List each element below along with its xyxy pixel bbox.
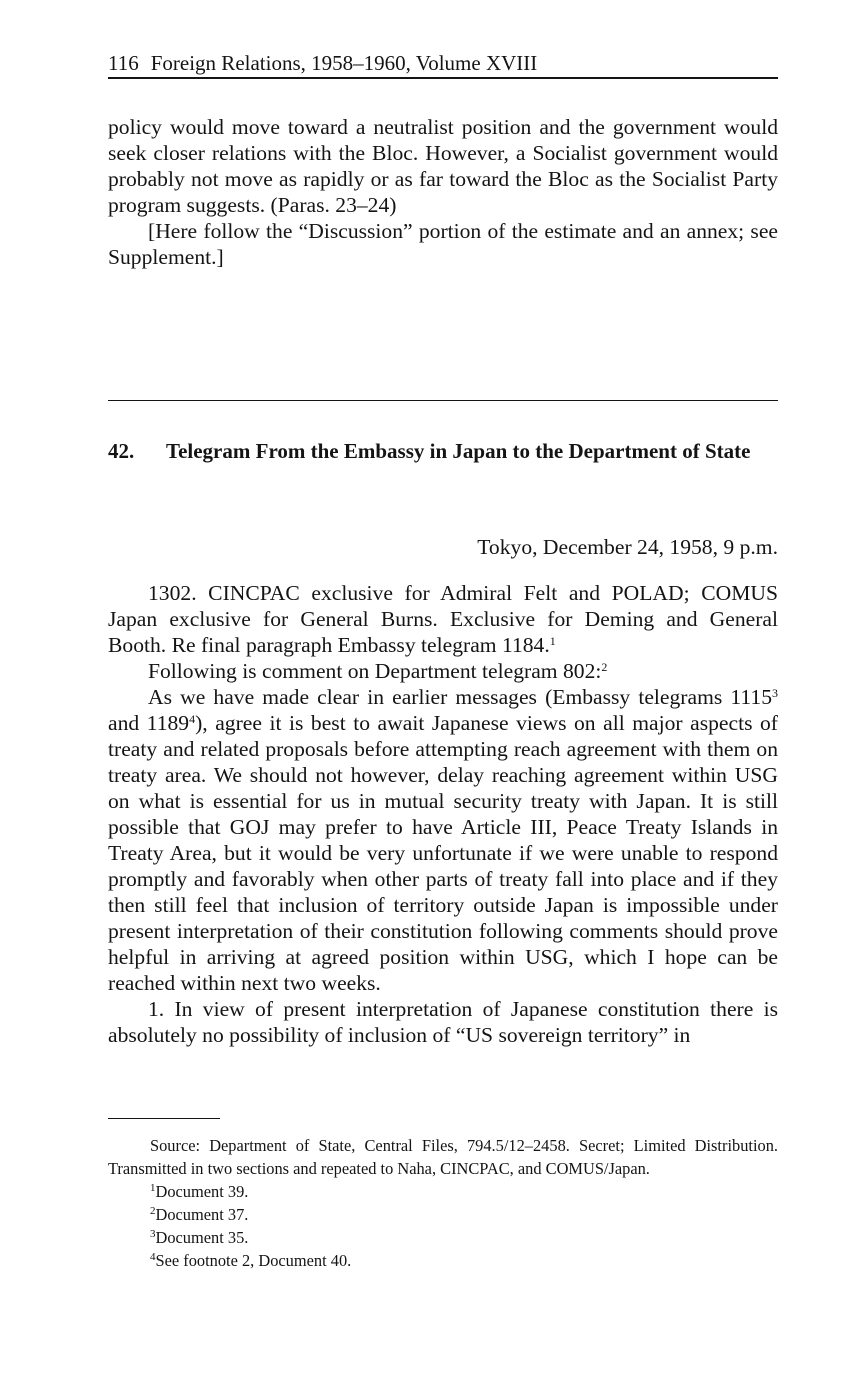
- document-number: 42.: [108, 439, 135, 463]
- running-head: [108, 50, 778, 79]
- footnote-divider: [108, 1118, 220, 1119]
- dateline: Tokyo, December 24, 1958, 9 p.m.: [477, 535, 778, 559]
- footnote-ref: 2: [601, 660, 608, 674]
- footnotes: [108, 1134, 778, 1272]
- paragraph: [108, 658, 778, 684]
- footnote-mark: 4: [150, 1251, 156, 1263]
- footnote-text: Document 35.: [155, 1228, 249, 1247]
- footnote-mark: 1: [150, 1182, 156, 1194]
- paragraph-text: As we have made clear in earlier messages (Embassy telegrams 1115: [148, 685, 772, 709]
- document-title: Telegram From the Embassy in Japan to the Department of State: [166, 439, 751, 463]
- footnote-ref: 3: [772, 686, 778, 700]
- paragraph-text: and 1189: [108, 711, 190, 735]
- section-divider: [108, 400, 778, 401]
- paragraph: [108, 684, 778, 996]
- footnote: [108, 1249, 778, 1272]
- footnote-ref: 4: [189, 712, 196, 726]
- footnote: [108, 1180, 778, 1203]
- paragraph-text: 1302. CINCPAC exclusive for Admiral Felt and POLAD; COMUS Japan exclusive for General Burns. Exclusive for Deming and General Booth. Re final paragraph Embassy telegram 1184.: [108, 581, 778, 657]
- editorial-note: [Here follow the “Discussion” portion of the estimate and an annex; see Supplement.]: [108, 219, 778, 269]
- footnote: [108, 1226, 778, 1249]
- previous-document-text: [108, 114, 778, 270]
- document-page: [108, 0, 778, 1380]
- source-note: Source: Department of State, Central Files, 794.5/12–2458. Secret; Limited Distribution. Transmitted in two sections and repeated to Naha, CINCPAC, and COMUS/Japan.: [108, 1136, 778, 1178]
- paragraph: 1. In view of present interpretation of Japanese constitution there is absolutely no possibility of inclusion of “US sovereign territory” in: [108, 997, 778, 1047]
- footnote-mark: 2: [150, 1205, 156, 1217]
- paragraph-text: ), agree it is best to await Japanese views on all major aspects of treaty and related proposals before attempting reach agreement with them on treaty area. We should not however, delay reaching agreement within USG on what is essential for us in mutual security treaty with Japan. It is still possible that GOJ may prefer to have Article III, Peace Treaty Islands in Treaty Area, but it would be very unfortunate if we were unable to respond promptly and favorably when other parts of treaty fall into place and if they then still feel that inclusion of territory outside Japan is impossible under present interpretation of their constitution following comments should prove helpful in arriving at agreed position within USG, which I hope can be reached within next two weeks.: [108, 711, 778, 995]
- footnote-text: Document 39.: [155, 1182, 249, 1201]
- telegram-body: [108, 580, 778, 1048]
- footnote-text: Document 37.: [155, 1205, 249, 1224]
- footnote-text: See footnote 2, Document 40.: [155, 1251, 352, 1270]
- volume-title: Foreign Relations, 1958–1960, Volume XVIII: [150, 51, 538, 75]
- footnote-ref: 1: [549, 634, 556, 648]
- paragraph: policy would move toward a neutralist position and the government would seek closer relations with the Bloc. However, a Socialist government would probably not move as rapidly or as far toward the Bloc as the Socialist Party program suggests. (Paras. 23–24): [108, 115, 778, 217]
- paragraph-text: Following is comment on Department telegram 802:: [148, 659, 602, 683]
- footnote-mark: 3: [150, 1228, 156, 1240]
- page-number: 116: [108, 51, 139, 75]
- footnote: [108, 1203, 778, 1226]
- paragraph: [108, 580, 778, 658]
